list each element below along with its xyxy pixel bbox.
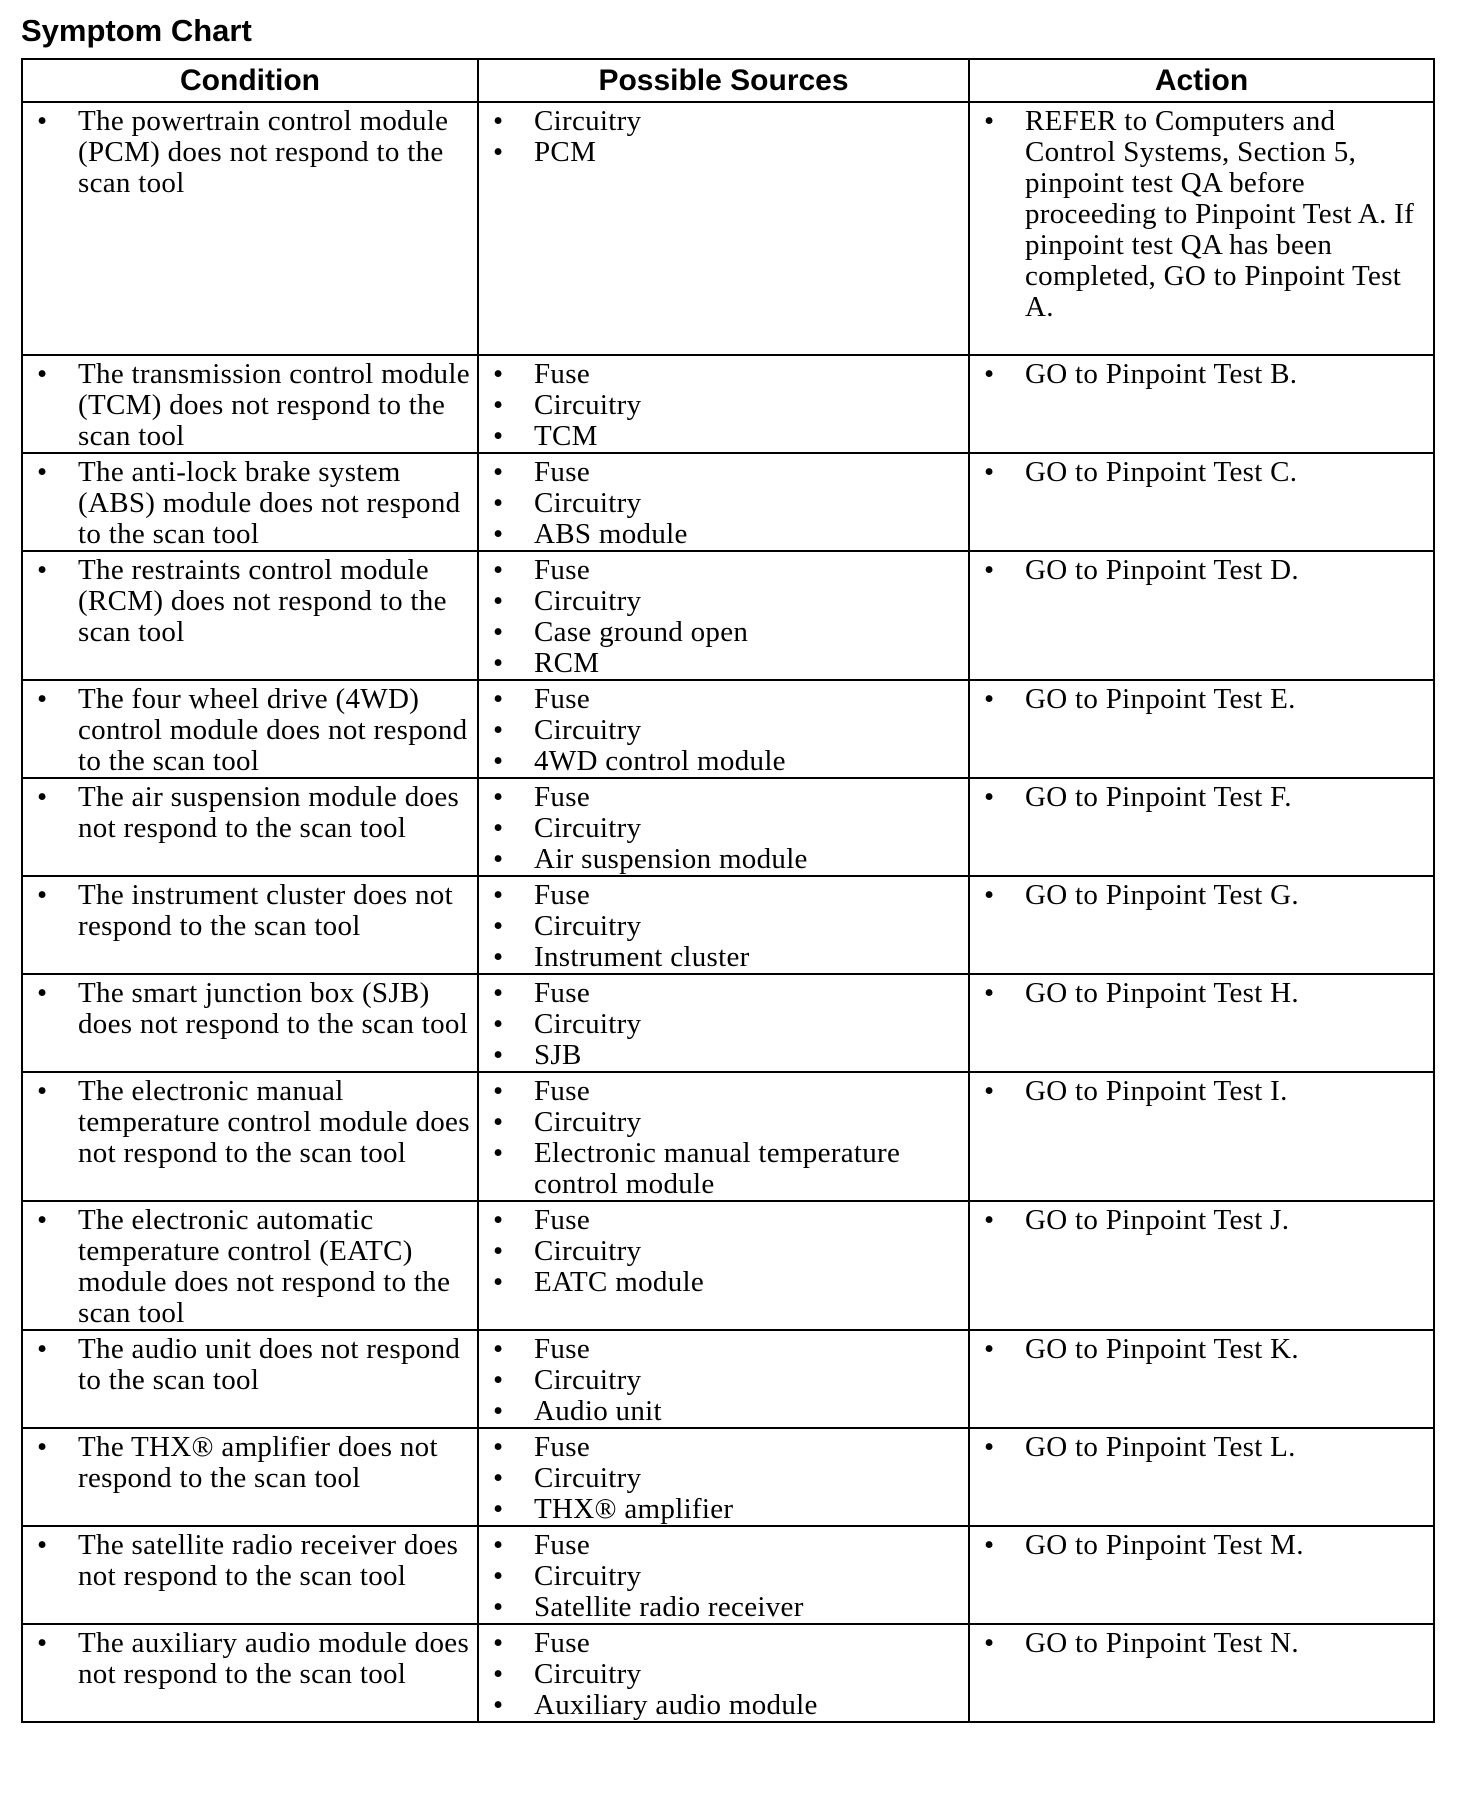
- source-item: • Fuse: [479, 359, 962, 390]
- table-row: [22, 680, 1434, 778]
- action-list: [970, 555, 1427, 586]
- condition-cell: [22, 1330, 478, 1428]
- table-row: [22, 1072, 1434, 1201]
- source-item: • Fuse: [479, 684, 962, 715]
- condition-text: • The auxiliary audio module does not respond to the scan tool: [23, 1628, 471, 1690]
- source-item: • Circuitry: [479, 586, 962, 617]
- condition-list: [23, 880, 471, 942]
- sources-cell: [478, 1072, 969, 1201]
- action-cell: [969, 453, 1434, 551]
- condition-list: [23, 1530, 471, 1592]
- source-item: • RCM: [479, 648, 962, 679]
- action-list: [970, 1432, 1427, 1463]
- condition-list: [23, 1628, 471, 1690]
- table-body: [22, 102, 1434, 1722]
- sources-cell: [478, 1201, 969, 1330]
- source-item: • Circuitry: [479, 390, 962, 421]
- source-item: • PCM: [479, 137, 962, 168]
- condition-cell: [22, 1072, 478, 1201]
- source-item: • Circuitry: [479, 1561, 962, 1592]
- condition-text: • The air suspension module does not respond to the scan tool: [23, 782, 471, 844]
- sources-cell: [478, 453, 969, 551]
- action-text: • GO to Pinpoint Test N.: [970, 1628, 1427, 1659]
- action-list: [970, 457, 1427, 488]
- source-item: • Electronic manual temperature control module: [479, 1138, 962, 1200]
- action-text: • GO to Pinpoint Test G.: [970, 880, 1427, 911]
- condition-list: [23, 978, 471, 1040]
- action-text: • GO to Pinpoint Test K.: [970, 1334, 1427, 1365]
- source-item: • Fuse: [479, 1530, 962, 1561]
- sources-cell: [478, 680, 969, 778]
- sources-list: [479, 684, 962, 777]
- condition-list: [23, 555, 471, 648]
- sources-list: [479, 782, 962, 875]
- sources-list: [479, 1628, 962, 1721]
- condition-text: • The electronic automatic temperature control (EATC) module does not respond to the scan tool: [23, 1205, 471, 1329]
- action-cell: [969, 1624, 1434, 1722]
- sources-list: [479, 1530, 962, 1623]
- source-item: • Circuitry: [479, 106, 962, 137]
- condition-text: • The four wheel drive (4WD) control module does not respond to the scan tool: [23, 684, 471, 777]
- source-item: • Fuse: [479, 1205, 962, 1236]
- header-condition: Condition: [22, 59, 478, 102]
- action-list: [970, 684, 1427, 715]
- sources-list: [479, 1076, 962, 1200]
- action-cell: [969, 355, 1434, 453]
- source-item: • Auxiliary audio module: [479, 1690, 962, 1721]
- sources-list: [479, 359, 962, 452]
- action-cell: [969, 551, 1434, 680]
- source-item: • Circuitry: [479, 911, 962, 942]
- sources-cell: [478, 876, 969, 974]
- table-row: [22, 778, 1434, 876]
- table-row: [22, 551, 1434, 680]
- source-item: • TCM: [479, 421, 962, 452]
- sources-list: [479, 1334, 962, 1427]
- page-title: Symptom Chart: [21, 13, 252, 48]
- condition-text: • The transmission control module (TCM) does not respond to the scan tool: [23, 359, 471, 452]
- sources-cell: [478, 551, 969, 680]
- source-item: • Circuitry: [479, 715, 962, 746]
- action-cell: [969, 680, 1434, 778]
- action-list: [970, 106, 1427, 323]
- source-item: • Case ground open: [479, 617, 962, 648]
- action-cell: [969, 1072, 1434, 1201]
- condition-text: • The electronic manual temperature control module does not respond to the scan tool: [23, 1076, 471, 1169]
- source-item: • Air suspension module: [479, 844, 962, 875]
- action-list: [970, 1334, 1427, 1365]
- action-text: • GO to Pinpoint Test C.: [970, 457, 1427, 488]
- action-list: [970, 1628, 1427, 1659]
- condition-text: • The powertrain control module (PCM) does not respond to the scan tool: [23, 106, 471, 199]
- header-row: [22, 59, 1434, 102]
- table-row: [22, 876, 1434, 974]
- condition-text: • The restraints control module (RCM) does not respond to the scan tool: [23, 555, 471, 648]
- condition-text: • The THX® amplifier does not respond to the scan tool: [23, 1432, 471, 1494]
- action-text: • GO to Pinpoint Test B.: [970, 359, 1427, 390]
- sources-cell: [478, 778, 969, 876]
- source-item: • Fuse: [479, 457, 962, 488]
- condition-list: [23, 684, 471, 777]
- sources-cell: [478, 355, 969, 453]
- source-item: • Fuse: [479, 1628, 962, 1659]
- condition-list: [23, 1432, 471, 1494]
- action-cell: [969, 974, 1434, 1072]
- condition-text: • The anti-lock brake system (ABS) module does not respond to the scan tool: [23, 457, 471, 550]
- sources-cell: [478, 1428, 969, 1526]
- condition-list: [23, 1205, 471, 1329]
- action-text: • GO to Pinpoint Test I.: [970, 1076, 1427, 1107]
- action-list: [970, 1530, 1427, 1561]
- source-item: • Fuse: [479, 978, 962, 1009]
- source-item: • Fuse: [479, 1076, 962, 1107]
- source-item: • Circuitry: [479, 1107, 962, 1138]
- source-item: • Circuitry: [479, 1659, 962, 1690]
- sources-list: [479, 1432, 962, 1525]
- table-row: [22, 974, 1434, 1072]
- condition-text: • The smart junction box (SJB) does not respond to the scan tool: [23, 978, 471, 1040]
- action-cell: [969, 876, 1434, 974]
- condition-list: [23, 782, 471, 844]
- source-item: • EATC module: [479, 1267, 962, 1298]
- source-item: • Circuitry: [479, 1236, 962, 1267]
- sources-list: [479, 1205, 962, 1298]
- sources-list: [479, 555, 962, 679]
- sources-list: [479, 978, 962, 1071]
- condition-cell: [22, 355, 478, 453]
- condition-text: • The instrument cluster does not respond to the scan tool: [23, 880, 471, 942]
- table-row: [22, 1526, 1434, 1624]
- source-item: • Fuse: [479, 1334, 962, 1365]
- source-item: • Fuse: [479, 880, 962, 911]
- condition-cell: [22, 974, 478, 1072]
- source-item: • ABS module: [479, 519, 962, 550]
- sources-list: [479, 106, 962, 168]
- condition-cell: [22, 551, 478, 680]
- condition-cell: [22, 102, 478, 355]
- table-row: [22, 1624, 1434, 1722]
- action-cell: [969, 1428, 1434, 1526]
- source-item: • Fuse: [479, 555, 962, 586]
- action-text: • GO to Pinpoint Test E.: [970, 684, 1427, 715]
- source-item: • SJB: [479, 1040, 962, 1071]
- condition-cell: [22, 453, 478, 551]
- sources-cell: [478, 1624, 969, 1722]
- table-row: [22, 1201, 1434, 1330]
- condition-cell: [22, 1428, 478, 1526]
- action-list: [970, 1076, 1427, 1107]
- condition-cell: [22, 778, 478, 876]
- condition-cell: [22, 680, 478, 778]
- table-row: [22, 453, 1434, 551]
- header-action: Action: [969, 59, 1434, 102]
- action-text: • GO to Pinpoint Test M.: [970, 1530, 1427, 1561]
- action-list: [970, 978, 1427, 1009]
- sources-cell: [478, 1330, 969, 1428]
- condition-list: [23, 359, 471, 452]
- source-item: • Circuitry: [479, 813, 962, 844]
- action-cell: [969, 102, 1434, 355]
- condition-text: • The satellite radio receiver does not respond to the scan tool: [23, 1530, 471, 1592]
- header-possible-sources: Possible Sources: [478, 59, 969, 102]
- condition-text: • The audio unit does not respond to the scan tool: [23, 1334, 471, 1396]
- source-item: • Circuitry: [479, 488, 962, 519]
- condition-cell: [22, 1201, 478, 1330]
- action-text: • GO to Pinpoint Test F.: [970, 782, 1427, 813]
- source-item: • Fuse: [479, 782, 962, 813]
- source-item: • Instrument cluster: [479, 942, 962, 973]
- source-item: • Circuitry: [479, 1009, 962, 1040]
- action-text: • GO to Pinpoint Test D.: [970, 555, 1427, 586]
- action-text: • GO to Pinpoint Test J.: [970, 1205, 1427, 1236]
- condition-cell: [22, 1526, 478, 1624]
- sources-cell: [478, 102, 969, 355]
- source-item: • Circuitry: [479, 1463, 962, 1494]
- action-list: [970, 880, 1427, 911]
- sources-cell: [478, 1526, 969, 1624]
- sources-list: [479, 457, 962, 550]
- action-text: • GO to Pinpoint Test H.: [970, 978, 1427, 1009]
- action-cell: [969, 778, 1434, 876]
- action-cell: [969, 1330, 1434, 1428]
- source-item: • Satellite radio receiver: [479, 1592, 962, 1623]
- condition-cell: [22, 876, 478, 974]
- source-item: • Circuitry: [479, 1365, 962, 1396]
- source-item: • Audio unit: [479, 1396, 962, 1427]
- action-list: [970, 782, 1427, 813]
- action-text: • GO to Pinpoint Test L.: [970, 1432, 1427, 1463]
- table-row: [22, 102, 1434, 355]
- source-item: • Fuse: [479, 1432, 962, 1463]
- source-item: • THX® amplifier: [479, 1494, 962, 1525]
- table-row: [22, 1330, 1434, 1428]
- condition-list: [23, 106, 471, 199]
- table-row: [22, 1428, 1434, 1526]
- action-text: • REFER to Computers and Control Systems, Section 5, pinpoint test QA before proceeding to Pinpoint Test A. If pinpoint test QA has been completed, GO to Pinpoint Test A.: [970, 106, 1427, 323]
- symptom-table: [21, 58, 1435, 1723]
- action-cell: [969, 1526, 1434, 1624]
- condition-list: [23, 1076, 471, 1169]
- action-list: [970, 1205, 1427, 1236]
- sources-cell: [478, 974, 969, 1072]
- condition-cell: [22, 1624, 478, 1722]
- sources-list: [479, 880, 962, 973]
- action-list: [970, 359, 1427, 390]
- condition-list: [23, 457, 471, 550]
- condition-list: [23, 1334, 471, 1396]
- table-row: [22, 355, 1434, 453]
- source-item: • 4WD control module: [479, 746, 962, 777]
- action-cell: [969, 1201, 1434, 1330]
